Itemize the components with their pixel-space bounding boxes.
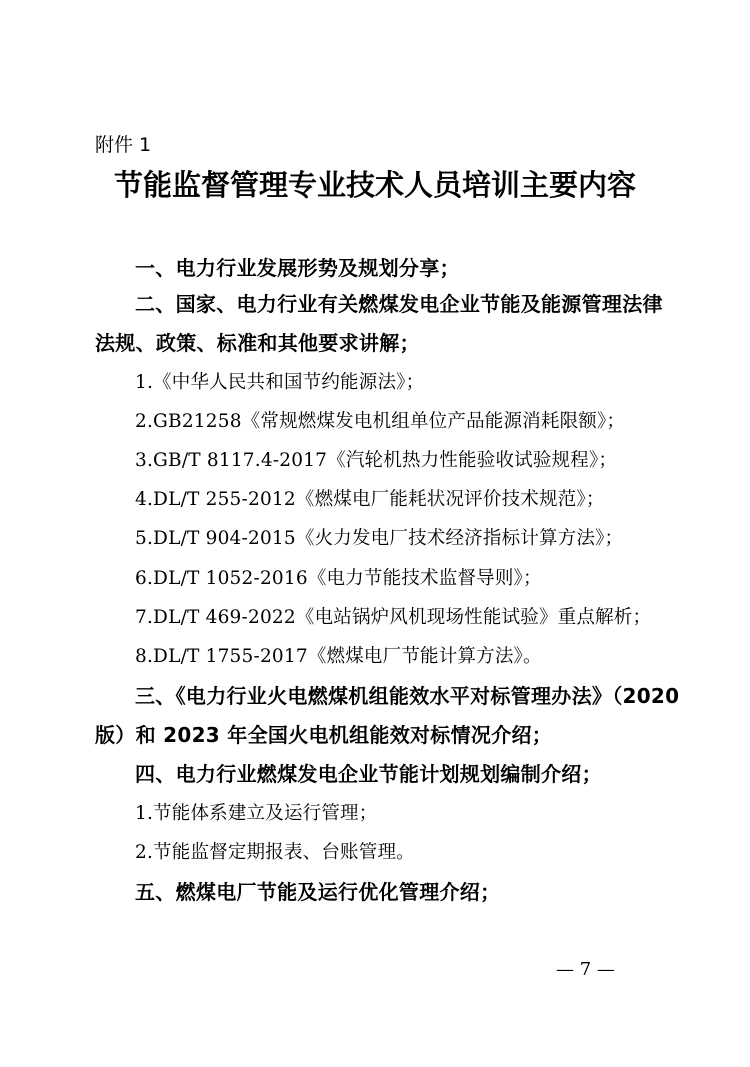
annex-label: 附件 1 — [95, 134, 152, 156]
section-2-item-3: 3.GB/T 8117.4-2017《汽轮机热力性能验收试验规程》； — [135, 450, 618, 471]
page-number: — 7 — — [556, 959, 615, 980]
section-2-line-2: 法规、政策、标准和其他要求讲解； — [95, 331, 420, 355]
section-4: 四、电力行业燃煤发电企业节能计划规划编制介绍； — [135, 762, 602, 786]
section-2-item-5: 5.DL/T 904-2015《火力发电厂技术经济指标计算方法》； — [135, 528, 624, 549]
section-2-line-1: 二、国家、电力行业有关燃煤发电企业节能及能源管理法律 — [135, 292, 663, 316]
section-3-line-1: 三、《电力行业火电燃煤机组能效水平对标管理办法》（2020 — [135, 684, 680, 708]
section-2-item-8: 8.DL/T 1755-2017《燃煤电厂节能计算方法》。 — [135, 646, 542, 667]
document-title: 节能监督管理专业技术人员培训主要内容 — [113, 168, 636, 202]
section-1: 一、电力行业发展形势及规划分享； — [135, 256, 460, 280]
section-2-item-1: 1.《中华人民共和国节约能源法》； — [135, 372, 425, 393]
section-2-item-6: 6.DL/T 1052-2016《电力节能技术监督导则》； — [135, 568, 542, 589]
section-5: 五、燃煤电厂节能及运行优化管理介绍； — [135, 880, 501, 904]
section-2-item-2: 2.GB21258《常规燃煤发电机组单位产品能源消耗限额》； — [135, 411, 626, 432]
section-2-item-7: 7.DL/T 469-2022《电站锅炉风机现场性能试验》重点解析； — [135, 607, 652, 628]
section-4-item-2: 2.节能监督定期报表、台账管理。 — [135, 842, 415, 863]
section-2-item-4: 4.DL/T 255-2012《燃煤电厂能耗状况评价技术规范》； — [135, 489, 605, 510]
section-3-line-2: 版）和 2023 年全国火电机组能效对标情况介绍； — [95, 723, 553, 747]
section-4-item-1: 1.节能体系建立及运行管理； — [135, 803, 378, 824]
